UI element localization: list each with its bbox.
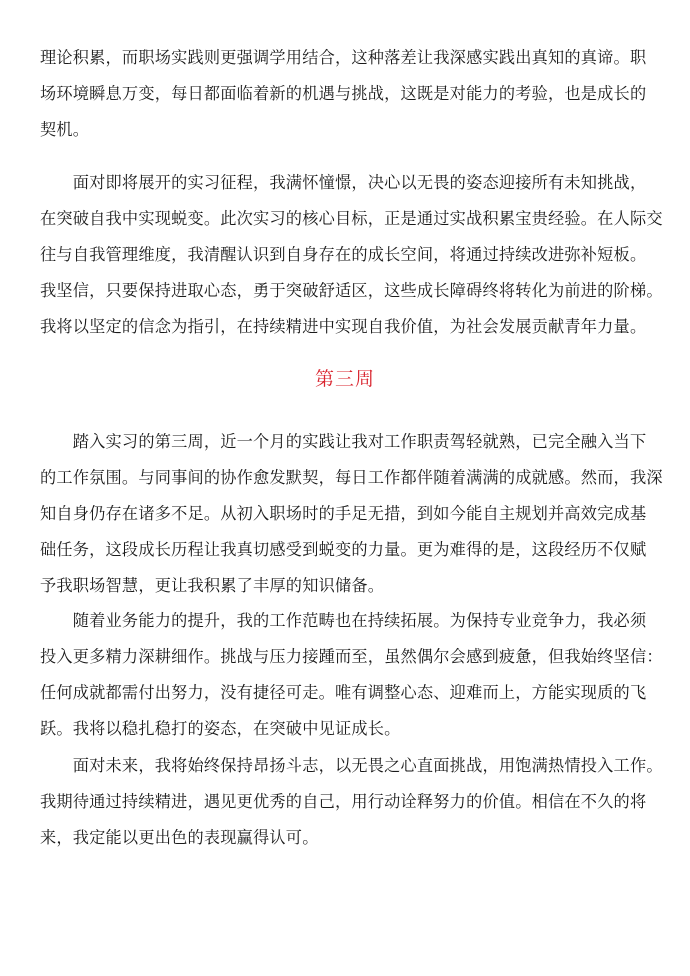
text-line: 随着业务能力的提升，我的工作范畴也在持续拓展。为保持专业竞争力，我必须 xyxy=(40,611,647,630)
text-line: 往与自我管理维度，我清醒认识到自身存在的成长空间，将通过持续改进弥补短板。 xyxy=(40,245,647,264)
text-line: 跃。我将以稳扎稳打的姿态，在突破中见证成长。 xyxy=(40,719,401,738)
text-line: 础任务，这段成长历程让我真切感受到蜕变的力量。更为难得的是，这段经历不仅赋 xyxy=(40,540,647,559)
paragraph-1 xyxy=(40,40,652,148)
text-line: 知自身仍存在诸多不足。从初入职场时的手足无措，到如今能自主规划并高效完成基 xyxy=(40,504,647,523)
paragraph-4 xyxy=(40,603,663,747)
text-line: 场环境瞬息万变，每日都面临着新的机遇与挑战，这既是对能力的考验，也是成长的 xyxy=(40,84,647,103)
text-line: 的工作氛围。与同事间的协作愈发默契，每日工作都伴随着满满的成就感。然而，我深 xyxy=(40,468,663,487)
text-line: 面对未来，我将始终保持昂扬斗志，以无畏之心直面挑战，用饱满热情投入工作。 xyxy=(40,756,663,775)
text-line: 我坚信，只要保持进取心态，勇于突破舒适区，这些成长障碍终将转化为前进的阶梯。 xyxy=(40,281,663,300)
text-line: 踏入实习的第三周，近一个月的实践让我对工作职责驾轻就熟，已完全融入当下 xyxy=(40,432,647,451)
text-line: 契机。 xyxy=(40,120,90,139)
paragraph-2 xyxy=(40,165,663,345)
text-line: 理论积累，而职场实践则更强调学用结合，这种落差让我深感实践出真知的真谛。职 xyxy=(40,48,647,67)
paragraph-5 xyxy=(40,748,663,856)
text-line: 来，我定能以更出色的表现赢得认可。 xyxy=(40,828,319,847)
section-heading: 第三周 xyxy=(314,368,375,390)
text-line: 任何成就都需付出努力，没有捷径可走。唯有调整心态、迎难而上，方能实现质的飞 xyxy=(40,683,647,702)
text-line: 我将以坚定的信念为指引，在持续精进中实现自我价值，为社会发展贡献青年力量。 xyxy=(40,317,647,336)
text-line: 投入更多精力深耕细作。挑战与压力接踵而至，虽然偶尔会感到疲惫，但我始终坚信： xyxy=(40,647,663,666)
text-line: 予我职场智慧，更让我积累了丰厚的知识储备。 xyxy=(40,576,385,595)
text-line: 面对即将展开的实习征程，我满怀憧憬，决心以无畏的姿态迎接所有未知挑战， xyxy=(40,173,647,192)
text-line: 我期待通过持续精进，遇见更优秀的自己，用行动诠释努力的价值。相信在不久的将 xyxy=(40,792,647,811)
text-line: 在突破自我中实现蜕变。此次实习的核心目标，正是通过实战积累宝贵经验。在人际交 xyxy=(40,209,663,228)
paragraph-3 xyxy=(40,424,663,604)
